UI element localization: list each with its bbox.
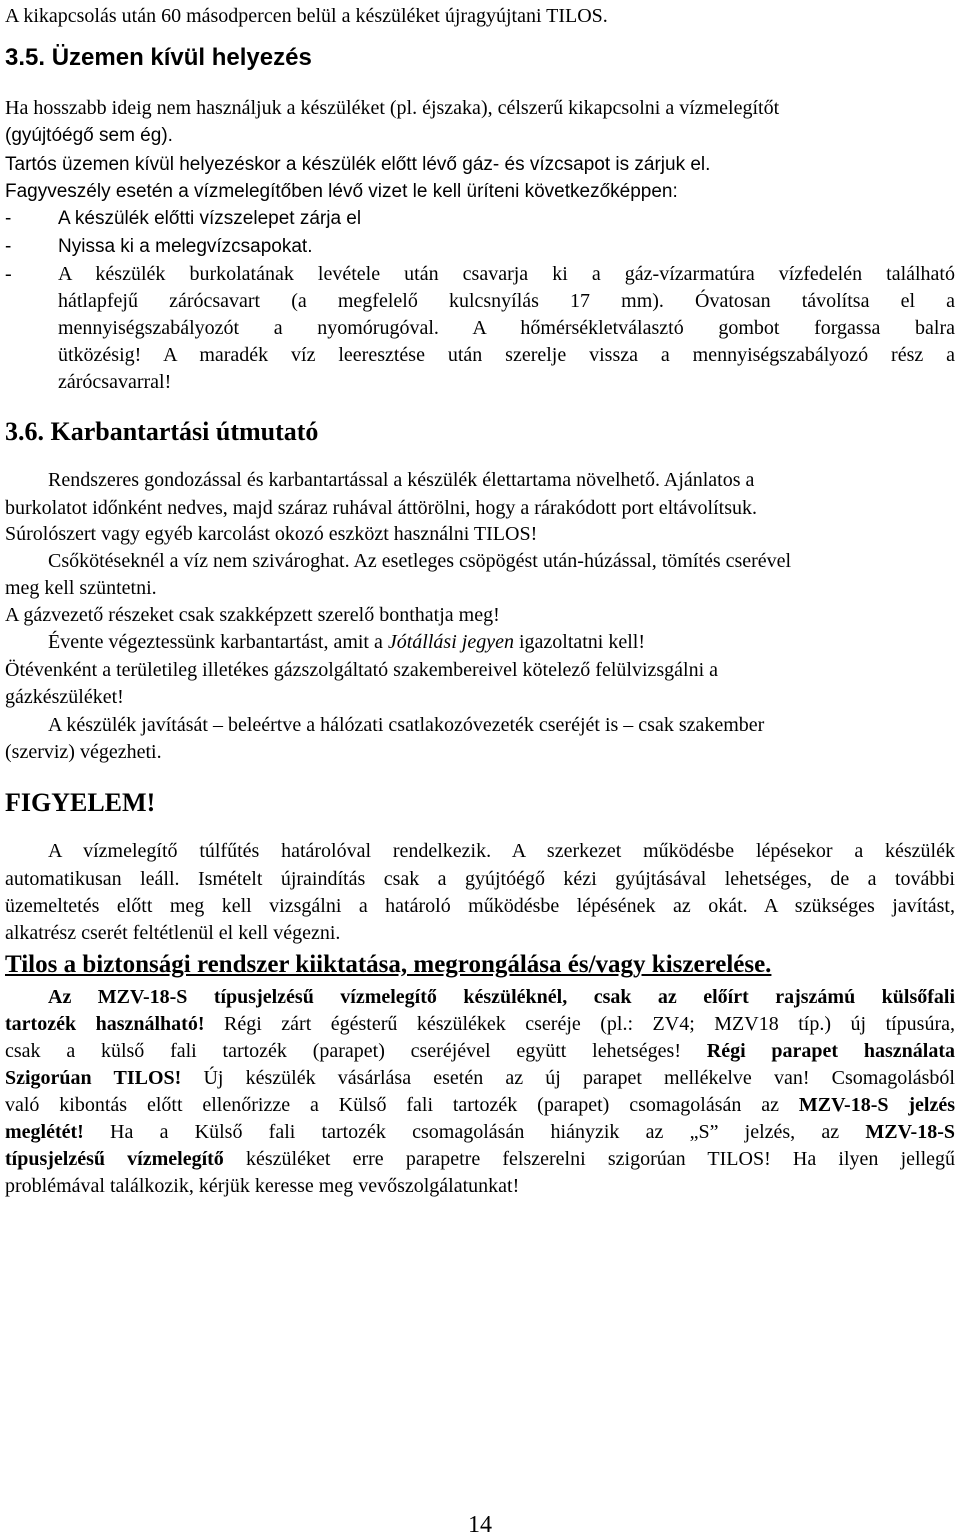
list-item-text: A készülék előtti vízszelepet zárja el bbox=[58, 208, 362, 229]
paragraph-line: Ha hosszabb ideig nem használjuk a készüléket (pl. éjszaka), célszerű kikapcsolni a vízmelegítőt bbox=[5, 97, 780, 119]
paragraph-line: A vízmelegítő túlfűtés határolóval rendelkezik. A szerkezet működésbe lépésekor a készülék bbox=[48, 840, 955, 862]
paragraph-line: burkolatot időnként nedves, majd száraz ruhával áttörölni, hogy a rárakódott port eltávolítsuk. bbox=[5, 497, 758, 519]
paragraph-line: Fagyveszély esetén a vízmelegítőben lévő vizet le kell üríteni következőképpen: bbox=[5, 181, 678, 202]
list-item bbox=[5, 262, 955, 286]
paragraph-line: (szerviz) végezheti. bbox=[5, 741, 162, 763]
paragraph-line: üzemeltetés előtt meg kell vizsgálni a határoló működésbe lépésének az okát. A szükséges javítást, bbox=[5, 895, 955, 917]
paragraph-line: Az MZV-18-S típusjelzésű vízmelegítő készüléknél, csak az előírt rajszámú külsőfali bbox=[48, 986, 955, 1008]
text-run: való kibontás előtt ellenőrizze a Külső fali tartozék (parapet) csomagolásán az bbox=[5, 1094, 799, 1116]
page-number: 14 bbox=[468, 1512, 492, 1538]
text-run: készüléket erre parapetre felszerelni szigorúan TILOS! Ha ilyen jellegű bbox=[223, 1148, 956, 1170]
list-item-line: mennyiségszabályozót a nyomórugóval. A hőmérsékletválasztó gombot forgassa balra bbox=[58, 317, 955, 339]
paragraph-line: Súrolószert vagy egyéb karcolást okozó eszközt használni TILOS! bbox=[5, 523, 538, 545]
warranty-card-reference: Jótállási jegyen bbox=[387, 631, 514, 653]
paragraph-line bbox=[48, 630, 645, 654]
text-run: Új készülék vásárlása esetén az új parapet mellékelve van! Csomagolásból bbox=[181, 1067, 955, 1089]
text-run: Ha a Külső fali tartozék csomagolásán hiányzik az „S” jelzés, az bbox=[83, 1121, 866, 1143]
paragraph-line: Tartós üzemen kívül helyezéskor a készülék előtt lévő gáz- és vízcsapot is zárjuk el. bbox=[5, 154, 711, 175]
paragraph-line: gázkészüléket! bbox=[5, 686, 124, 708]
text-run: MZV-18-S jelzés bbox=[798, 1094, 955, 1116]
list-item bbox=[5, 235, 313, 259]
paragraph-line bbox=[5, 1147, 955, 1171]
text-run: csak a külső fali tartozék (parapet) cseréjével együtt lehetséges! bbox=[5, 1040, 707, 1062]
paragraph-line bbox=[5, 1120, 955, 1144]
warning-heading: FIGYELEM! bbox=[5, 788, 156, 817]
text-run: MZV-18-S bbox=[865, 1121, 955, 1143]
paragraph-line bbox=[5, 1093, 955, 1117]
paragraph-line: A gázvezető részeket csak szakképzett szerelő bonthatja meg! bbox=[5, 604, 500, 626]
paragraph-line: A készülék javítását – beleértve a hálózati csatlakozóvezeték cseréjét is – csak szakember bbox=[48, 714, 765, 736]
list-dash: - bbox=[5, 263, 12, 285]
paragraph-line: automatikusan leáll. Ismételt újraindítás csak a gyújtóégő kézi gyújtásával lehetséges, de a további bbox=[5, 868, 955, 890]
safety-notice-heading: Tilos a biztonsági rendszer kiiktatása, megrongálása és/vagy kiszerelése. bbox=[5, 951, 772, 978]
text-run: igazoltatni kell! bbox=[513, 631, 646, 653]
list-item-text: A készülék burkolatának levétele után csavarja ki a gáz-vízarmatúra vízfedelén található bbox=[58, 263, 955, 285]
paragraph-line: problémával találkozik, kérjük keresse meg vevőszolgálatunkat! bbox=[5, 1175, 520, 1197]
list-item bbox=[5, 207, 362, 231]
list-item-line: ütközésig! A maradék víz leeresztése után szerelje vissza a mennyiségszabályozó rész a bbox=[58, 344, 955, 366]
text-run: tartozék használható! bbox=[5, 1013, 205, 1035]
paragraph-line: Rendszeres gondozással és karbantartással a készülék élettartama növelhető. Ajánlatos a bbox=[48, 469, 755, 491]
list-item-line: zárócsavarral! bbox=[58, 371, 172, 393]
section-heading-3-5: 3.5. Üzemen kívül helyezés bbox=[5, 44, 312, 71]
text-run: Régi zárt égésterű készülékek cseréje (pl.: ZV4; MZV18 típ.) új típusúra, bbox=[204, 1013, 955, 1035]
paragraph-line: Csőkötéseknél a víz nem szivároghat. Az esetleges csöpögést után-húzással, tömítés cserével bbox=[48, 550, 792, 572]
list-dash: - bbox=[5, 236, 12, 257]
paragraph-line bbox=[5, 1012, 955, 1036]
paragraph-line: (gyújtóégő sem ég). bbox=[5, 125, 173, 146]
text-run: Évente végeztessünk karbantartást, amit a bbox=[48, 631, 388, 653]
list-item-text: Nyissa ki a melegvízcsapokat. bbox=[58, 236, 313, 257]
list-dash: - bbox=[5, 208, 12, 229]
text-run: meglétét! bbox=[5, 1121, 84, 1143]
paragraph-line: alkatrész cserét feltétlenül el kell végezni. bbox=[5, 922, 341, 944]
paragraph-line bbox=[5, 1039, 955, 1063]
text-run: Szigorúan TILOS! bbox=[5, 1067, 182, 1089]
intro-line: A kikapcsolás után 60 másodpercen belül a készüléket újragyújtani TILOS. bbox=[5, 5, 608, 27]
paragraph-line bbox=[5, 1066, 955, 1090]
paragraph-line: meg kell szüntetni. bbox=[5, 577, 157, 599]
section-heading-3-6: 3.6. Karbantartási útmutató bbox=[5, 417, 319, 446]
list-item-line: hátlapfejű zárócsavart (a megfelelő kulcsnyílás 17 mm). Óvatosan távolítsa el a bbox=[58, 290, 955, 312]
paragraph-line: Ötévenként a területileg illetékes gázszolgáltató szakembereivel kötelező felülvizsgálni a bbox=[5, 659, 719, 681]
text-run: típusjelzésű vízmelegítő bbox=[5, 1148, 224, 1170]
text-run: Régi parapet használata bbox=[706, 1040, 955, 1062]
